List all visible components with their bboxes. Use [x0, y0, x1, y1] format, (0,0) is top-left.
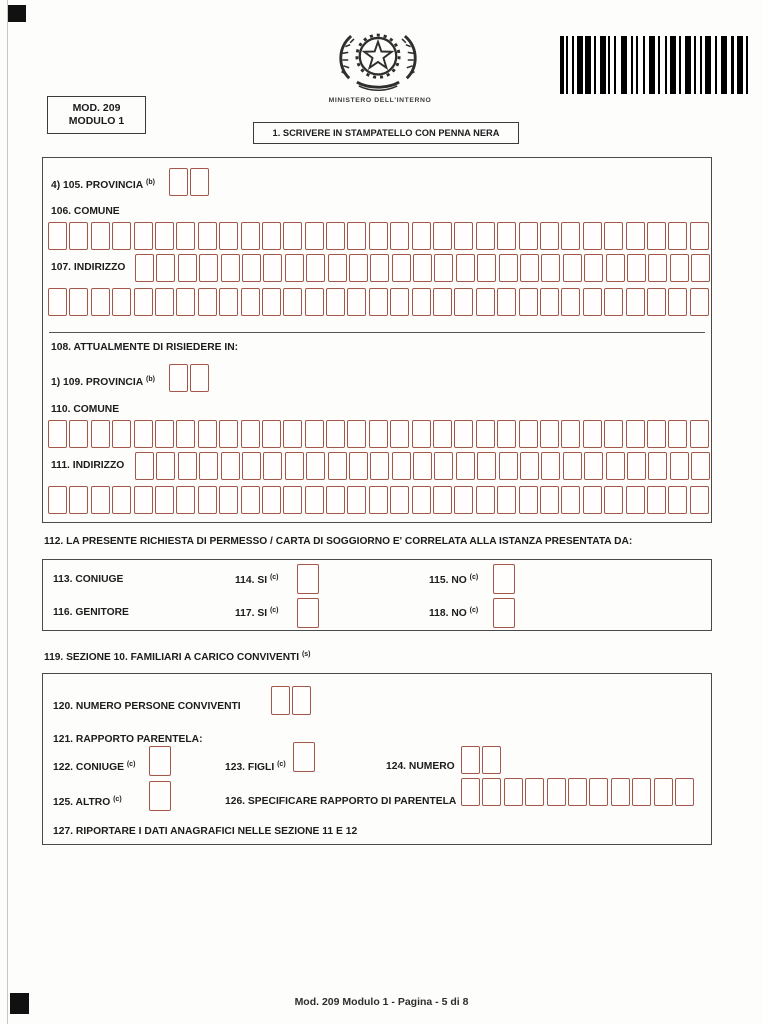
field-106-label: 106. COMUNE	[51, 206, 120, 217]
no-118-checkbox[interactable]	[493, 598, 515, 628]
page-footer: Mod. 209 Modulo 1 - Pagina - 5 di 8	[294, 996, 469, 1008]
char-cell[interactable]	[262, 420, 281, 448]
char-cell[interactable]	[198, 420, 217, 448]
char-cell[interactable]	[583, 222, 602, 250]
char-cell[interactable]	[561, 420, 580, 448]
char-cell[interactable]	[176, 486, 195, 514]
char-cell[interactable]	[306, 452, 325, 480]
char-cell[interactable]	[91, 288, 110, 316]
char-cell[interactable]	[563, 254, 582, 282]
char-cell[interactable]	[476, 288, 495, 316]
barcode	[560, 36, 748, 94]
char-cell[interactable]	[647, 486, 666, 514]
char-cell[interactable]	[670, 452, 689, 480]
char-cell[interactable]	[219, 222, 238, 250]
char-cell[interactable]	[262, 288, 281, 316]
char-cell[interactable]	[219, 486, 238, 514]
char-cell[interactable]	[91, 420, 110, 448]
char-cell[interactable]	[454, 222, 473, 250]
char-cell[interactable]	[626, 486, 645, 514]
provincia-105-cells	[169, 168, 209, 196]
char-cell[interactable]	[499, 254, 518, 282]
char-cell[interactable]	[413, 254, 432, 282]
char-cell[interactable]	[604, 288, 623, 316]
numero-124-cells	[461, 746, 501, 774]
module-number-box	[47, 96, 146, 134]
char-cell[interactable]	[134, 420, 153, 448]
char-cell[interactable]	[306, 254, 325, 282]
char-cell[interactable]	[190, 364, 209, 392]
char-cell[interactable]	[690, 222, 709, 250]
char-cell[interactable]	[525, 778, 544, 806]
char-cell[interactable]	[242, 452, 261, 480]
char-cell[interactable]	[668, 486, 687, 514]
char-cell[interactable]	[263, 452, 282, 480]
char-cell[interactable]	[626, 420, 645, 448]
char-cell[interactable]	[482, 746, 501, 774]
char-cell[interactable]	[412, 420, 431, 448]
char-cell[interactable]	[369, 420, 388, 448]
char-cell[interactable]	[347, 420, 366, 448]
italy-emblem-icon	[330, 26, 426, 96]
char-cell[interactable]	[156, 254, 175, 282]
char-cell[interactable]	[482, 778, 501, 806]
char-cell[interactable]	[219, 288, 238, 316]
char-cell[interactable]	[454, 420, 473, 448]
char-cell[interactable]	[606, 254, 625, 282]
char-cell[interactable]	[412, 486, 431, 514]
char-cell[interactable]	[242, 254, 261, 282]
instruction-text: 1. SCRIVERE IN STAMPATELLO CON PENNA NERA	[272, 128, 500, 138]
char-cell[interactable]	[547, 778, 566, 806]
char-cell[interactable]	[328, 254, 347, 282]
char-cell[interactable]	[540, 222, 559, 250]
char-cell[interactable]	[647, 222, 666, 250]
char-cell[interactable]	[271, 686, 290, 715]
comune-110-cells	[48, 420, 709, 448]
char-cell[interactable]	[604, 420, 623, 448]
char-cell[interactable]	[519, 486, 538, 514]
char-cell[interactable]	[221, 254, 240, 282]
char-cell[interactable]	[347, 222, 366, 250]
char-cell[interactable]	[370, 254, 389, 282]
char-cell[interactable]	[390, 222, 409, 250]
char-cell[interactable]	[369, 222, 388, 250]
section-112-header: 112. LA PRESENTE RICHIESTA DI PERMESSO / CARTA DI SOGGIORNO E' CORRELATA ALLA ISTANZA PRESENTATA DA:	[44, 536, 633, 547]
char-cell[interactable]	[305, 486, 324, 514]
char-cell[interactable]	[112, 222, 131, 250]
char-cell[interactable]	[520, 254, 539, 282]
char-cell[interactable]	[434, 254, 453, 282]
char-cell[interactable]	[390, 486, 409, 514]
field-127-label: 127. RIPORTARE I DATI ANAGRAFICI NELLE SEZIONE 11 E 12	[53, 826, 358, 837]
char-cell[interactable]	[69, 222, 88, 250]
char-cell[interactable]	[347, 486, 366, 514]
char-cell[interactable]	[69, 288, 88, 316]
char-cell[interactable]	[626, 288, 645, 316]
field-122-label: 122. CONIUGE $^{(c)}$	[53, 761, 136, 773]
module-number-line2: MODULO 1	[68, 115, 125, 127]
figli-123-checkbox[interactable]	[293, 742, 315, 772]
registration-mark-top	[8, 5, 26, 22]
char-cell[interactable]	[349, 254, 368, 282]
field-121-label: 121. RAPPORTO PARENTELA:	[53, 734, 203, 745]
field-117-label: 117. SI $^{(c)}$	[235, 607, 279, 619]
char-cell[interactable]	[476, 486, 495, 514]
comune-106-cells	[48, 222, 709, 250]
field-111-label: 111. INDIRIZZO	[51, 460, 125, 471]
indirizzo-107-cells-bottom	[48, 288, 709, 316]
char-cell[interactable]	[627, 254, 646, 282]
char-cell[interactable]	[497, 288, 516, 316]
char-cell[interactable]	[370, 452, 389, 480]
indirizzo-107-cells-top	[135, 254, 710, 282]
char-cell[interactable]	[477, 452, 496, 480]
char-cell[interactable]	[519, 222, 538, 250]
char-cell[interactable]	[412, 288, 431, 316]
char-cell[interactable]	[390, 288, 409, 316]
field-107-label: 107. INDIRIZZO	[51, 262, 126, 273]
char-cell[interactable]	[112, 486, 131, 514]
provincia-109-cells	[169, 364, 209, 392]
char-cell[interactable]	[589, 778, 608, 806]
char-cell[interactable]	[241, 486, 260, 514]
char-cell[interactable]	[604, 486, 623, 514]
char-cell[interactable]	[691, 254, 710, 282]
char-cell[interactable]	[456, 452, 475, 480]
char-cell[interactable]	[433, 288, 452, 316]
char-cell[interactable]	[606, 452, 625, 480]
char-cell[interactable]	[262, 222, 281, 250]
char-cell[interactable]	[176, 420, 195, 448]
family-section-box	[42, 673, 712, 845]
char-cell[interactable]	[568, 778, 587, 806]
char-cell[interactable]	[392, 254, 411, 282]
section-divider	[49, 332, 705, 333]
indirizzo-111-cells-bottom	[48, 486, 709, 514]
si-114-checkbox[interactable]	[297, 564, 319, 594]
char-cell[interactable]	[326, 288, 345, 316]
char-cell[interactable]	[412, 222, 431, 250]
char-cell[interactable]	[198, 486, 217, 514]
char-cell[interactable]	[563, 452, 582, 480]
char-cell[interactable]	[198, 222, 217, 250]
char-cell[interactable]	[263, 254, 282, 282]
char-cell[interactable]	[241, 222, 260, 250]
field-109-label: 1) 109. PROVINCIA $^{(b)}$	[51, 376, 155, 388]
char-cell[interactable]	[691, 452, 710, 480]
char-cell[interactable]	[541, 254, 560, 282]
char-cell[interactable]	[219, 420, 238, 448]
field-120-label: 120. NUMERO PERSONE CONVIVENTI	[53, 701, 241, 712]
altro-125-checkbox[interactable]	[149, 781, 171, 811]
char-cell[interactable]	[648, 452, 667, 480]
char-cell[interactable]	[176, 222, 195, 250]
char-cell[interactable]	[48, 222, 67, 250]
char-cell[interactable]	[461, 778, 480, 806]
char-cell[interactable]	[668, 288, 687, 316]
char-cell[interactable]	[283, 288, 302, 316]
char-cell[interactable]	[668, 222, 687, 250]
char-cell[interactable]	[584, 452, 603, 480]
char-cell[interactable]	[155, 222, 174, 250]
char-cell[interactable]	[156, 452, 175, 480]
module-number-line1: MOD. 209	[72, 101, 121, 114]
char-cell[interactable]	[347, 288, 366, 316]
field-123-label: 123. FIGLI $^{(c)}$	[225, 761, 286, 773]
char-cell[interactable]	[433, 420, 452, 448]
field-105-label: 4) 105. PROVINCIA $^{(b)}$	[51, 179, 155, 191]
char-cell[interactable]	[675, 778, 694, 806]
char-cell[interactable]	[91, 222, 110, 250]
char-cell[interactable]	[135, 452, 154, 480]
char-cell[interactable]	[690, 420, 709, 448]
char-cell[interactable]	[413, 452, 432, 480]
numero-persone-120-cells	[271, 686, 311, 715]
char-cell[interactable]	[349, 452, 368, 480]
char-cell[interactable]	[497, 420, 516, 448]
char-cell[interactable]	[519, 288, 538, 316]
char-cell[interactable]	[648, 254, 667, 282]
char-cell[interactable]	[283, 420, 302, 448]
char-cell[interactable]	[627, 452, 646, 480]
char-cell[interactable]	[647, 288, 666, 316]
char-cell[interactable]	[654, 778, 673, 806]
char-cell[interactable]	[285, 452, 304, 480]
char-cell[interactable]	[292, 686, 311, 715]
char-cell[interactable]	[540, 486, 559, 514]
char-cell[interactable]	[497, 486, 516, 514]
char-cell[interactable]	[169, 364, 188, 392]
char-cell[interactable]	[456, 254, 475, 282]
char-cell[interactable]	[604, 222, 623, 250]
char-cell[interactable]	[519, 420, 538, 448]
residence-section-box	[42, 157, 712, 523]
char-cell[interactable]	[199, 254, 218, 282]
char-cell[interactable]	[454, 288, 473, 316]
char-cell[interactable]	[647, 420, 666, 448]
char-cell[interactable]	[369, 288, 388, 316]
parentela-126-cells	[461, 778, 694, 806]
char-cell[interactable]	[476, 420, 495, 448]
char-cell[interactable]	[520, 452, 539, 480]
field-113-label: 113. CONIUGE	[53, 574, 124, 585]
char-cell[interactable]	[134, 486, 153, 514]
char-cell[interactable]	[611, 778, 630, 806]
char-cell[interactable]	[541, 452, 560, 480]
char-cell[interactable]	[190, 168, 209, 196]
char-cell[interactable]	[48, 486, 67, 514]
char-cell[interactable]	[326, 420, 345, 448]
field-108-label: 108. ATTUALMENTE DI RISIEDERE IN:	[51, 342, 239, 353]
coniuge-122-checkbox[interactable]	[149, 746, 171, 776]
field-116-label: 116. GENITORE	[53, 607, 129, 618]
field-126-label: 126. SPECIFICARE RAPPORTO DI PARENTELA	[225, 796, 457, 807]
si-117-checkbox[interactable]	[297, 598, 319, 628]
char-cell[interactable]	[69, 486, 88, 514]
char-cell[interactable]	[112, 288, 131, 316]
char-cell[interactable]	[199, 452, 218, 480]
char-cell[interactable]	[540, 288, 559, 316]
no-115-checkbox[interactable]	[493, 564, 515, 594]
instruction-box	[253, 122, 519, 144]
char-cell[interactable]	[583, 486, 602, 514]
char-cell[interactable]	[668, 420, 687, 448]
char-cell[interactable]	[540, 420, 559, 448]
char-cell[interactable]	[198, 288, 217, 316]
char-cell[interactable]	[369, 486, 388, 514]
char-cell[interactable]	[583, 288, 602, 316]
char-cell[interactable]	[690, 486, 709, 514]
char-cell[interactable]	[305, 420, 324, 448]
char-cell[interactable]	[670, 254, 689, 282]
char-cell[interactable]	[626, 222, 645, 250]
char-cell[interactable]	[477, 254, 496, 282]
char-cell[interactable]	[584, 254, 603, 282]
char-cell[interactable]	[285, 254, 304, 282]
char-cell[interactable]	[326, 486, 345, 514]
char-cell[interactable]	[328, 452, 347, 480]
section-119-header: 119. SEZIONE 10. FAMILIARI A CARICO CONVIVENTI $^{(s)}$	[44, 651, 311, 663]
char-cell[interactable]	[305, 222, 324, 250]
char-cell[interactable]	[241, 288, 260, 316]
char-cell[interactable]	[169, 168, 188, 196]
char-cell[interactable]	[326, 222, 345, 250]
char-cell[interactable]	[134, 288, 153, 316]
field-110-label: 110. COMUNE	[51, 404, 120, 415]
char-cell[interactable]	[690, 288, 709, 316]
char-cell[interactable]	[433, 222, 452, 250]
char-cell[interactable]	[221, 452, 240, 480]
char-cell[interactable]	[561, 486, 580, 514]
char-cell[interactable]	[433, 486, 452, 514]
field-118-label: 118. NO $^{(c)}$	[429, 607, 479, 619]
ministry-caption: MINISTERO DELL'INTERNO	[328, 97, 432, 104]
char-cell[interactable]	[241, 420, 260, 448]
char-cell[interactable]	[561, 288, 580, 316]
char-cell[interactable]	[504, 778, 523, 806]
char-cell[interactable]	[561, 222, 580, 250]
field-115-label: 115. NO $^{(c)}$	[429, 574, 479, 586]
char-cell[interactable]	[69, 420, 88, 448]
char-cell[interactable]	[434, 452, 453, 480]
char-cell[interactable]	[283, 486, 302, 514]
char-cell[interactable]	[178, 452, 197, 480]
char-cell[interactable]	[262, 486, 281, 514]
char-cell[interactable]	[134, 222, 153, 250]
char-cell[interactable]	[48, 288, 67, 316]
correlation-section-box	[42, 559, 712, 631]
char-cell[interactable]	[583, 420, 602, 448]
char-cell[interactable]	[476, 222, 495, 250]
char-cell[interactable]	[461, 746, 480, 774]
char-cell[interactable]	[390, 420, 409, 448]
char-cell[interactable]	[48, 420, 67, 448]
char-cell[interactable]	[178, 254, 197, 282]
char-cell[interactable]	[176, 288, 195, 316]
field-124-label: 124. NUMERO	[386, 761, 455, 772]
char-cell[interactable]	[91, 486, 110, 514]
char-cell[interactable]	[632, 778, 651, 806]
scan-edge-line	[7, 0, 8, 1024]
char-cell[interactable]	[112, 420, 131, 448]
char-cell[interactable]	[155, 420, 174, 448]
char-cell[interactable]	[283, 222, 302, 250]
char-cell[interactable]	[155, 288, 174, 316]
field-125-label: 125. ALTRO $^{(c)}$	[53, 796, 122, 808]
char-cell[interactable]	[454, 486, 473, 514]
char-cell[interactable]	[155, 486, 174, 514]
char-cell[interactable]	[499, 452, 518, 480]
field-114-label: 114. SI $^{(c)}$	[235, 574, 279, 586]
char-cell[interactable]	[392, 452, 411, 480]
indirizzo-111-cells-top	[135, 452, 710, 480]
char-cell[interactable]	[305, 288, 324, 316]
char-cell[interactable]	[135, 254, 154, 282]
char-cell[interactable]	[497, 222, 516, 250]
